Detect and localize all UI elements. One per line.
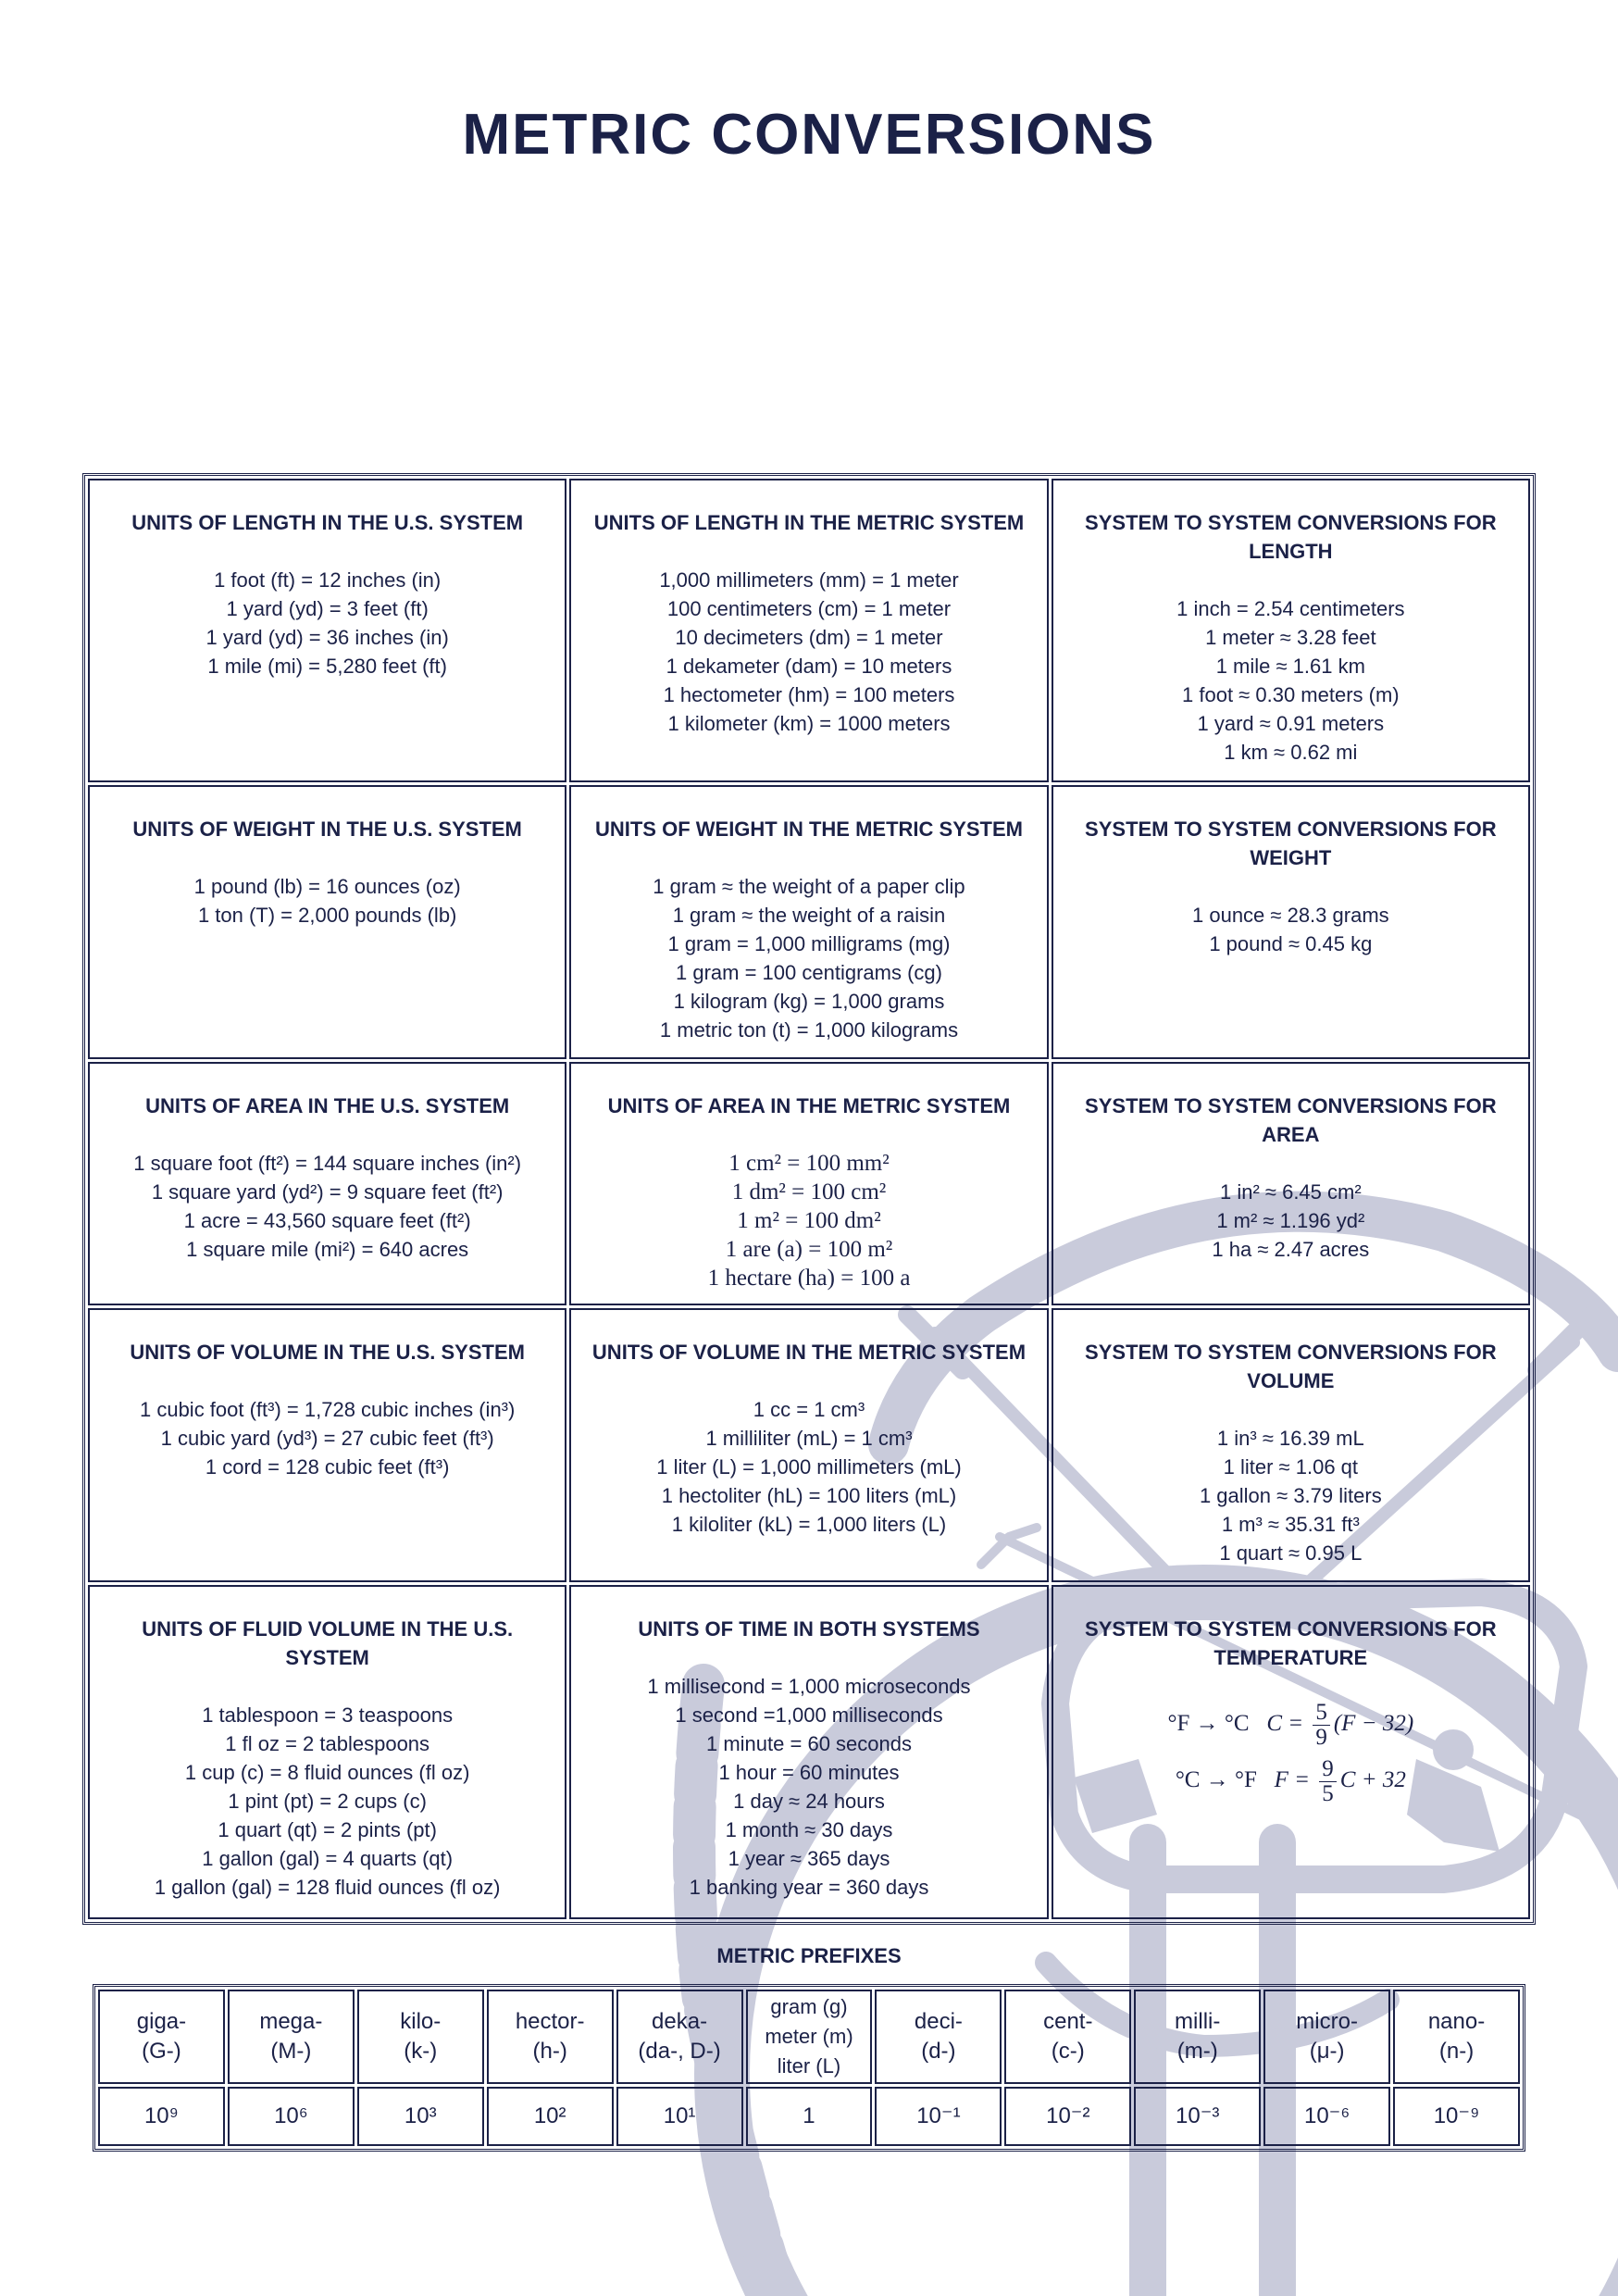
prefix-name: deka- (da-, D-) bbox=[638, 2009, 721, 2064]
prefix-name-cell bbox=[1393, 1990, 1520, 2084]
cell-line: 1 gram = 100 centigrams (cg) bbox=[676, 961, 942, 985]
cell-line: 1 month ≈ 30 days bbox=[725, 1818, 893, 1842]
prefix-names-row bbox=[98, 1990, 1520, 2084]
cell-line: 1,000 millimeters (mm) = 1 meter bbox=[659, 568, 959, 592]
cell-time bbox=[569, 1585, 1048, 1919]
prefix-name-cell bbox=[228, 1990, 355, 2084]
cell-line: 1 m² = 100 dm² bbox=[737, 1208, 881, 1234]
formula-lhs: F = bbox=[1274, 1767, 1311, 1793]
cell-line: 1 hour = 60 minutes bbox=[718, 1761, 900, 1785]
cell-line: 1 dekameter (dam) = 10 meters bbox=[666, 655, 952, 678]
prefix-name: milli- (m-) bbox=[1175, 2009, 1221, 2064]
cell-heading: SYSTEM TO SYSTEM CONVERSIONS FOR LENGTH bbox=[1085, 511, 1497, 563]
cell-area-conversions bbox=[1052, 1062, 1530, 1305]
cell-fluid-volume-us bbox=[88, 1585, 566, 1919]
cell-line: 1 meter ≈ 3.28 feet bbox=[1205, 626, 1376, 649]
cell-line: 1 gram = 1,000 milligrams (mg) bbox=[667, 932, 951, 956]
cell-volume-metric bbox=[569, 1308, 1048, 1582]
cell-weight-metric bbox=[569, 785, 1048, 1059]
cell-temperature-conversions bbox=[1052, 1585, 1530, 1919]
denominator: 9 bbox=[1315, 1725, 1327, 1751]
denominator: 5 bbox=[1322, 1781, 1334, 1807]
cell-line: 1 day ≈ 24 hours bbox=[733, 1790, 885, 1814]
area-row bbox=[88, 1062, 1530, 1305]
cell-line: 1 fl oz = 2 tablespoons bbox=[225, 1732, 430, 1756]
cell-length-metric bbox=[569, 479, 1048, 782]
prefix-name-cell bbox=[357, 1990, 484, 2084]
cell-line: 1 km ≈ 0.62 mi bbox=[1224, 741, 1358, 764]
formula-f-to-c bbox=[1066, 1701, 1515, 1750]
cell-line: 1 cubic foot (ft³) = 1,728 cubic inches (in³) bbox=[139, 1398, 516, 1422]
prefix-name: nano- (n-) bbox=[1427, 2009, 1486, 2064]
cell-line: 1 tablespoon = 3 teaspoons bbox=[202, 1703, 454, 1728]
cell-line: 1 banking year = 360 days bbox=[689, 1876, 929, 1900]
prefix-value: 10⁻¹ bbox=[875, 2087, 1002, 2146]
cell-line: 1 acre = 43,560 square feet (ft²) bbox=[183, 1209, 471, 1233]
cell-line: 1 quart ≈ 0.95 L bbox=[1219, 1541, 1363, 1566]
length-row bbox=[88, 479, 1530, 782]
cell-line: 1 gallon (gal) = 4 quarts (qt) bbox=[202, 1847, 454, 1871]
cell-line: 1 gallon ≈ 3.79 liters bbox=[1199, 1484, 1382, 1508]
prefix-name-cell bbox=[616, 1990, 743, 2084]
cell-line: 1 gallon (gal) = 128 fluid ounces (fl oz) bbox=[154, 1876, 501, 1900]
cell-line: 1 in³ ≈ 16.39 mL bbox=[1216, 1427, 1364, 1451]
numerator: 5 bbox=[1313, 1701, 1330, 1726]
cell-heading: SYSTEM TO SYSTEM CONVERSIONS FOR WEIGHT bbox=[1085, 817, 1497, 870]
cell-line: 1 minute = 60 seconds bbox=[706, 1732, 912, 1756]
cell-line: 1 pound (lb) = 16 ounces (oz) bbox=[193, 875, 461, 899]
prefix-value: 1 bbox=[746, 2087, 873, 2146]
cell-line: 1 m³ ≈ 35.31 ft³ bbox=[1221, 1513, 1360, 1537]
cell-line: 1 quart (qt) = 2 pints (pt) bbox=[218, 1818, 437, 1842]
cell-line: 10 decimeters (dm) = 1 meter bbox=[675, 626, 943, 649]
cell-weight-conversions bbox=[1052, 785, 1530, 1059]
cell-line: 1 in² ≈ 6.45 cm² bbox=[1219, 1180, 1362, 1204]
prefix-value: 10⁻³ bbox=[1134, 2087, 1261, 2146]
weight-row bbox=[88, 785, 1530, 1059]
cell-line: 1 kilometer (km) = 1000 meters bbox=[667, 712, 951, 735]
cell-line: 1 cubic yard (yd³) = 27 cubic feet (ft³) bbox=[160, 1427, 494, 1451]
formula-label: °C → °F bbox=[1175, 1767, 1257, 1793]
cell-line: 1 gram ≈ the weight of a raisin bbox=[672, 904, 946, 928]
cell-heading: UNITS OF AREA IN THE U.S. SYSTEM bbox=[145, 1094, 510, 1118]
cell-line: 1 kilogram (kg) = 1,000 grams bbox=[673, 990, 945, 1014]
cell-line: 1 foot (ft) = 12 inches (in) bbox=[214, 568, 442, 592]
cell-heading: SYSTEM TO SYSTEM CONVERSIONS FOR AREA bbox=[1085, 1094, 1497, 1147]
cell-heading: UNITS OF LENGTH IN THE U.S. SYSTEM bbox=[131, 511, 524, 534]
cell-heading: SYSTEM TO SYSTEM CONVERSIONS FOR TEMPERATURE bbox=[1085, 1617, 1497, 1670]
cell-weight-us bbox=[88, 785, 566, 1059]
cell-line: 1 inch = 2.54 centimeters bbox=[1176, 597, 1405, 620]
cell-heading: UNITS OF TIME IN BOTH SYSTEMS bbox=[638, 1617, 980, 1641]
cell-length-conversions bbox=[1052, 479, 1530, 782]
cell-line: 1 metric ton (t) = 1,000 kilograms bbox=[659, 1018, 959, 1042]
formula-rhs: (F − 32) bbox=[1333, 1711, 1414, 1737]
cell-heading: UNITS OF WEIGHT IN THE U.S. SYSTEM bbox=[132, 817, 522, 842]
cell-line: 1 dm² = 100 cm² bbox=[731, 1179, 887, 1205]
prefix-value: 10³ bbox=[357, 2087, 484, 2146]
cell-heading: UNITS OF VOLUME IN THE U.S. SYSTEM bbox=[130, 1341, 525, 1365]
cell-line: 1 ounce ≈ 28.3 grams bbox=[1192, 904, 1389, 928]
cell-heading: UNITS OF WEIGHT IN THE METRIC SYSTEM bbox=[594, 817, 1023, 842]
cell-line: 1 pound ≈ 0.45 kg bbox=[1209, 932, 1373, 956]
cell-line: 1 millisecond = 1,000 microseconds bbox=[647, 1675, 971, 1699]
prefix-name: deci- (d-) bbox=[914, 2009, 963, 2064]
prefix-values-row bbox=[98, 2087, 1520, 2146]
cell-heading: UNITS OF LENGTH IN THE METRIC SYSTEM bbox=[593, 511, 1025, 534]
cell-line: 1 liter (L) = 1,000 millimeters (mL) bbox=[656, 1455, 962, 1479]
cell-line: 1 year ≈ 365 days bbox=[728, 1847, 890, 1871]
prefix-value: 10² bbox=[487, 2087, 614, 2146]
cell-line: 1 kiloliter (kL) = 1,000 liters (L) bbox=[671, 1513, 947, 1537]
formula-rhs: C + 32 bbox=[1339, 1767, 1406, 1793]
formula-lhs: C = bbox=[1266, 1711, 1304, 1737]
prefix-name-cell bbox=[1263, 1990, 1390, 2084]
cell-heading: UNITS OF FLUID VOLUME IN THE U.S. SYSTEM bbox=[142, 1617, 514, 1670]
conversions-grid bbox=[82, 473, 1536, 1925]
cell-line: 1 foot ≈ 0.30 meters (m) bbox=[1182, 683, 1400, 706]
prefix-value: 10⁶ bbox=[228, 2087, 355, 2146]
prefix-name-cell bbox=[98, 1990, 225, 2084]
cell-length-us bbox=[88, 479, 566, 782]
cell-line: 1 square foot (ft²) = 144 square inches (in²) bbox=[133, 1152, 522, 1176]
cell-line: 1 square yard (yd²) = 9 square feet (ft²) bbox=[151, 1180, 504, 1204]
cell-line: 1 yard ≈ 0.91 meters bbox=[1197, 712, 1385, 735]
cell-heading: UNITS OF VOLUME IN THE METRIC SYSTEM bbox=[591, 1341, 1027, 1365]
prefix-value: 10⁹ bbox=[98, 2087, 225, 2146]
prefix-name-cell bbox=[1004, 1990, 1131, 2084]
prefix-value: 10⁻⁹ bbox=[1393, 2087, 1520, 2146]
cell-line: 1 cm² = 100 mm² bbox=[728, 1151, 890, 1177]
cell-line: 1 gram ≈ the weight of a paper clip bbox=[653, 875, 965, 899]
cell-line: 1 mile (mi) = 5,280 feet (ft) bbox=[207, 655, 447, 678]
cell-line: 1 second =1,000 milliseconds bbox=[675, 1703, 943, 1728]
cell-line: 1 m² ≈ 1.196 yd² bbox=[1216, 1209, 1365, 1233]
cell-line: 1 cc = 1 cm³ bbox=[753, 1398, 865, 1422]
cell-line: 1 yard (yd) = 36 inches (in) bbox=[205, 626, 449, 649]
numerator: 9 bbox=[1319, 1757, 1337, 1782]
cell-area-us bbox=[88, 1062, 566, 1305]
cell-line: 100 centimeters (cm) = 1 meter bbox=[666, 597, 952, 620]
prefix-name-cell bbox=[746, 1990, 873, 2084]
prefix-name: kilo- (k-) bbox=[400, 2009, 442, 2064]
page-title: METRIC CONVERSIONS bbox=[462, 103, 1156, 167]
cell-line: 1 ton (T) = 2,000 pounds (lb) bbox=[197, 904, 457, 928]
fraction bbox=[1319, 1757, 1337, 1806]
prefix-name-cell bbox=[875, 1990, 1002, 2084]
prefix-name-cell bbox=[1134, 1990, 1261, 2084]
cell-heading: UNITS OF AREA IN THE METRIC SYSTEM bbox=[607, 1094, 1011, 1118]
cell-line: 1 are (a) = 100 m² bbox=[725, 1237, 893, 1263]
cell-volume-us bbox=[88, 1308, 566, 1582]
volume-row bbox=[88, 1308, 1530, 1582]
cell-line: 1 yard (yd) = 3 feet (ft) bbox=[226, 597, 429, 620]
cell-line: 1 liter ≈ 1.06 qt bbox=[1223, 1455, 1359, 1479]
cell-line: 1 hectare (ha) = 100 a bbox=[707, 1266, 911, 1292]
prefixes-title: METRIC PREFIXES bbox=[716, 1944, 902, 1967]
prefix-name: mega- (M-) bbox=[259, 2009, 323, 2064]
prefix-name: hector- (h-) bbox=[515, 2009, 585, 2064]
cell-line: 1 mile ≈ 1.61 km bbox=[1215, 655, 1365, 678]
cell-line: 1 pint (pt) = 2 cups (c) bbox=[228, 1790, 427, 1814]
prefix-value: 10¹ bbox=[616, 2087, 743, 2146]
cell-line: 1 cord = 128 cubic feet (ft³) bbox=[205, 1455, 450, 1479]
cell-line: 1 ha ≈ 2.47 acres bbox=[1212, 1238, 1370, 1262]
cell-line: 1 hectometer (hm) = 100 meters bbox=[663, 683, 955, 706]
fluid-time-temperature-row bbox=[88, 1585, 1530, 1919]
prefix-value: 10⁻⁶ bbox=[1263, 2087, 1390, 2146]
cell-line: 1 cup (c) = 8 fluid ounces (fl oz) bbox=[184, 1761, 470, 1785]
formula-label: °F → °C bbox=[1167, 1711, 1250, 1737]
cell-volume-conversions bbox=[1052, 1308, 1530, 1582]
formula-c-to-f bbox=[1066, 1757, 1515, 1806]
fraction bbox=[1313, 1701, 1330, 1750]
cell-heading: SYSTEM TO SYSTEM CONVERSIONS FOR VOLUME bbox=[1085, 1341, 1497, 1393]
cell-line: 1 square mile (mi²) = 640 acres bbox=[186, 1238, 469, 1262]
prefix-name: cent- (c-) bbox=[1043, 2009, 1093, 2064]
prefix-name: micro- (μ-) bbox=[1296, 2009, 1358, 2064]
prefix-name-cell bbox=[487, 1990, 614, 2084]
prefixes-table bbox=[93, 1984, 1525, 2152]
cell-line: 1 milliliter (mL) = 1 cm³ bbox=[705, 1427, 913, 1451]
prefix-name: gram (g) meter (m) liter (L) bbox=[765, 1995, 853, 2078]
cell-line: 1 hectoliter (hL) = 100 liters (mL) bbox=[661, 1484, 957, 1508]
cell-area-metric bbox=[569, 1062, 1048, 1305]
prefix-value: 10⁻² bbox=[1004, 2087, 1131, 2146]
prefix-name: giga- (G-) bbox=[136, 2009, 187, 2064]
